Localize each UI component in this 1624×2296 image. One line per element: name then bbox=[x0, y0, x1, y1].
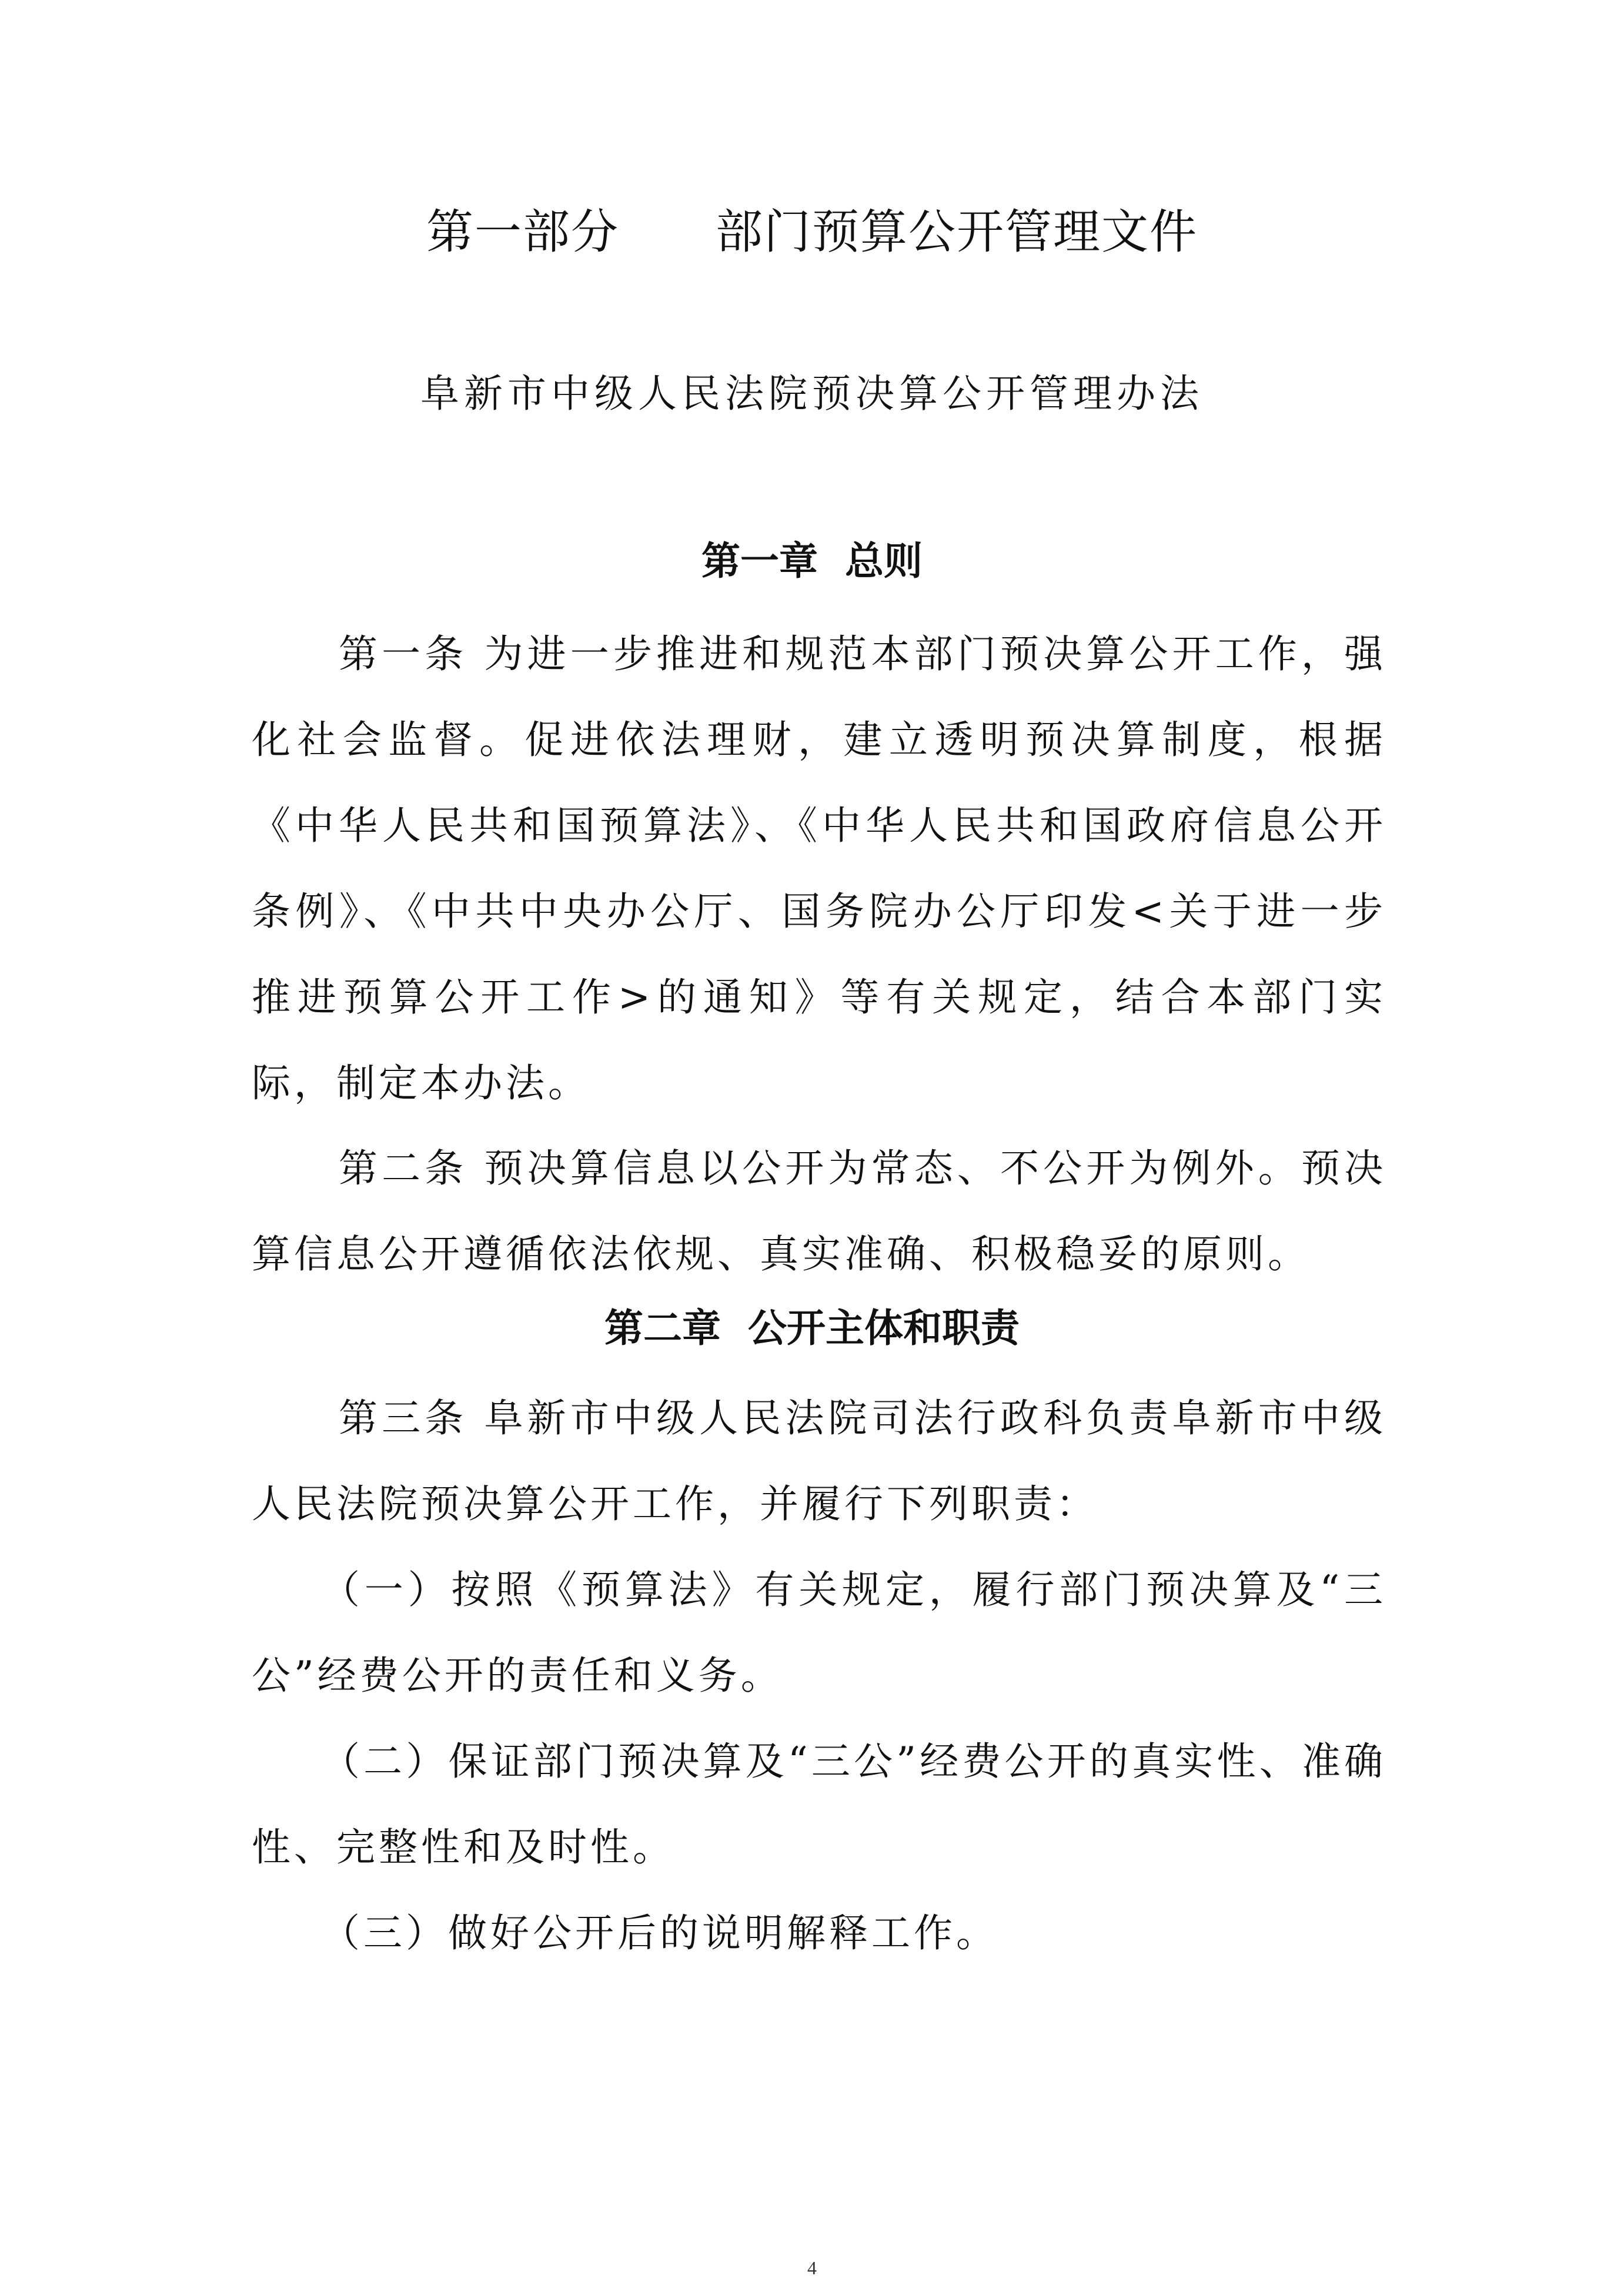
duty-item-1: （一）按照《预算法》有关规定，履行部门预决算及“三公”经费公开的责任和义务。 bbox=[252, 1567, 1386, 1698]
part-title: 第一部分 部门预算公开管理文件 bbox=[426, 205, 1198, 259]
article-1: 第一条 为进一步推进和规范本部门预决算公开工作，强化社会监督。促进依法理财，建立透明预决算制度，根据《中华人民共和国预算法》、《中华人民共和国政府信息公开条例》、《中共中央办公厅、国务院办公厅印发<关于进一步推进预算公开工作>的通知》等有关规定，结合本部门实际，制定本办法。 bbox=[252, 631, 1386, 1106]
chapter-heading-2: 第二章 公开主体和职责 bbox=[604, 1306, 1020, 1351]
page-number: 4 bbox=[807, 2257, 817, 2278]
duty-item-3: （三）做好公开后的说明解释工作。 bbox=[321, 1910, 998, 1956]
duty-item-2: （二）保证部门预决算及“三公”经费公开的真实性、准确性、完整性和及时性。 bbox=[252, 1739, 1386, 1870]
chapter-heading-1: 第一章 总则 bbox=[701, 538, 923, 584]
article-2: 第二条 预决算信息以公开为常态、不公开为例外。预决算信息公开遵循依法依规、真实准确、积极稳妥的原则。 bbox=[252, 1146, 1386, 1277]
article-3: 第三条 阜新市中级人民法院司法行政科负责阜新市中级人民法院预决算公开工作，并履行下列职责： bbox=[252, 1395, 1386, 1527]
document-title: 阜新市中级人民法院预决算公开管理办法 bbox=[420, 371, 1204, 416]
